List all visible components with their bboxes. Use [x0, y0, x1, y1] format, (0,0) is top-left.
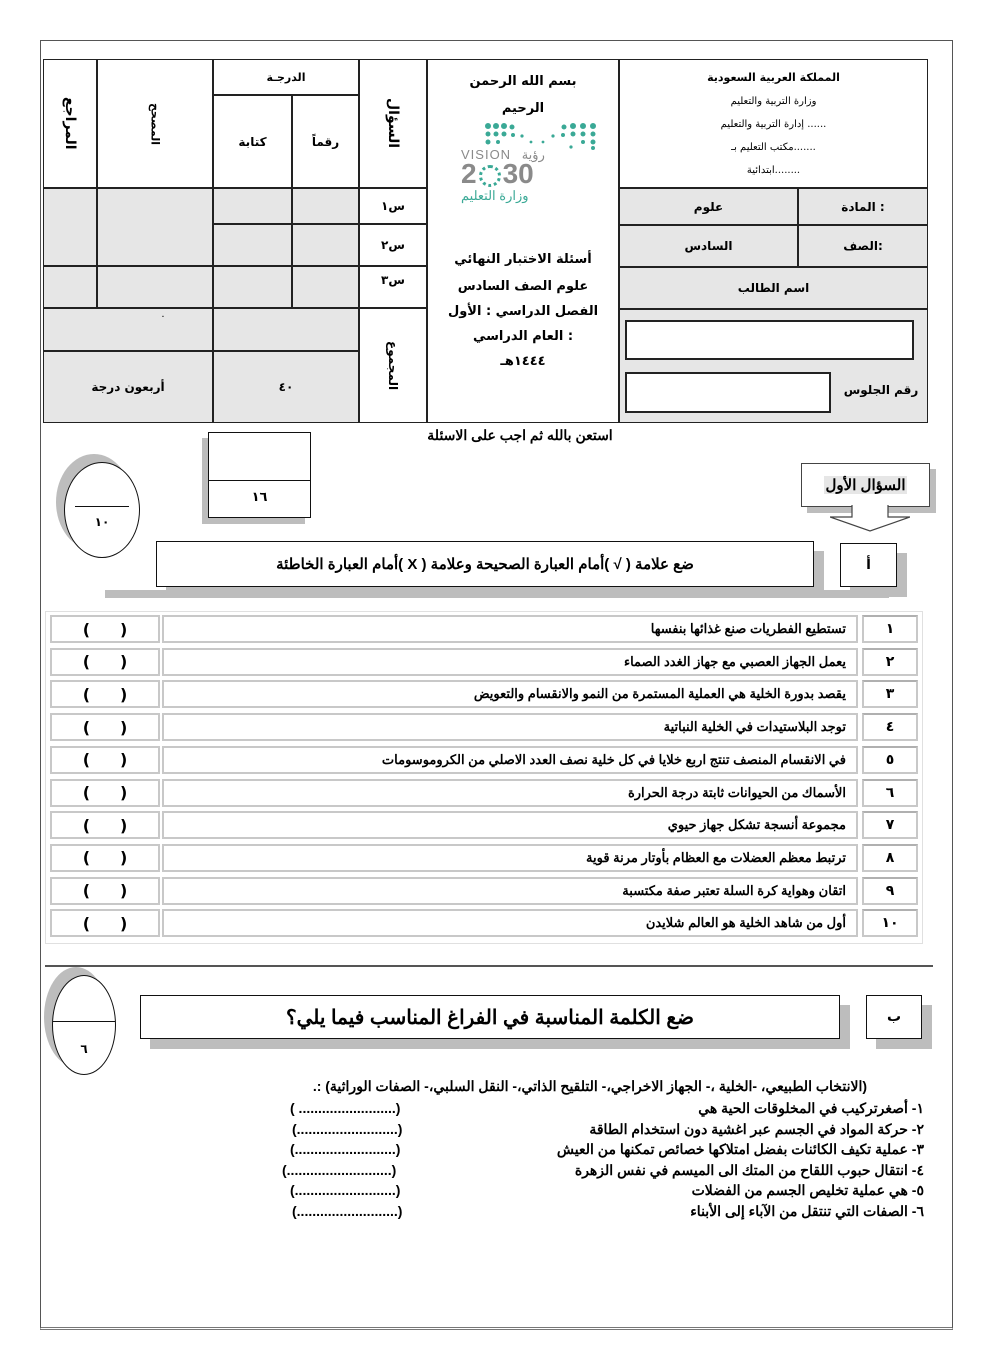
seat-number-field[interactable]	[625, 372, 831, 413]
answer-open-paren: (	[82, 619, 120, 639]
q1-written[interactable]	[213, 188, 292, 224]
q1-part-label: أ	[866, 557, 871, 573]
year-label: العام الدراسي :	[472, 329, 574, 344]
exam-subject: علوم الصف السادس	[457, 279, 589, 294]
q1-score-line	[75, 506, 129, 507]
fill-item	[692, 1182, 924, 1202]
tf-item-number: ٧	[862, 811, 918, 839]
tf-item-statement: ترتبط معظم العضلات مع العظام بأوتار مرنة قوية	[162, 844, 858, 872]
total-written: أربعون درجة	[91, 380, 165, 394]
tf-answer-field[interactable]	[50, 811, 160, 839]
ministry-block	[619, 59, 928, 188]
logo-dots-icon	[443, 120, 603, 150]
tf-item-number: ٣	[862, 680, 918, 708]
fill-item	[557, 1141, 924, 1161]
answer-open-paren: (	[82, 750, 120, 770]
tf-row	[50, 844, 918, 872]
q1-part-label-box	[840, 543, 897, 587]
score-box-top[interactable]	[209, 433, 310, 481]
fill-item-text: الصفات التي تنتقل من الآباء إلى الأبناء	[690, 1202, 908, 1219]
grade-header: الدرجـة	[266, 70, 306, 84]
total-label-cell	[359, 308, 427, 423]
score-box	[208, 432, 311, 518]
tf-item-statement: مجموعة أنسجة تشكل جهاز حيوي	[162, 811, 858, 839]
answer-close-paren: )	[120, 783, 158, 802]
tf-answer-field[interactable]	[50, 615, 160, 643]
total-entry-signatures[interactable]	[43, 308, 213, 351]
total-numeric-cell	[213, 351, 359, 423]
q2-written[interactable]	[213, 224, 292, 266]
q1-score-denominator: ١٠	[94, 515, 110, 529]
tf-item-number: ٨	[862, 844, 918, 872]
q1-q2-reviewer[interactable]	[43, 188, 97, 266]
tf-answer-field[interactable]	[50, 746, 160, 774]
reviewer-header: المراجع	[62, 97, 78, 150]
basmala-line1: بسم الله الرحمن	[469, 74, 577, 89]
office-name: مكتب التعليم بـ.......	[731, 142, 816, 154]
total-label: المجموع	[386, 340, 400, 391]
subject-label: المادة :	[841, 199, 885, 214]
numeric-header-cell	[292, 95, 359, 188]
tf-item-number: ١٠	[862, 909, 918, 937]
tf-item-statement: تستطيع الفطريات صنع غذائها بنفسها	[162, 615, 858, 643]
tf-row	[50, 811, 918, 839]
grade-value: السادس	[684, 239, 733, 253]
answer-open-paren: (	[82, 881, 120, 901]
row-label-q3: س٣	[359, 266, 427, 308]
answer-open-paren: (	[82, 913, 120, 933]
total-written-cell	[43, 351, 213, 423]
q1-numeric[interactable]	[292, 188, 359, 224]
q1b-score-line	[53, 1021, 115, 1022]
fill-item-number: ٥-	[911, 1182, 924, 1198]
tf-answer-field[interactable]	[50, 648, 160, 676]
student-name-label: اسم الطالب	[737, 281, 810, 295]
tf-row	[50, 680, 918, 708]
fill-answer-blank[interactable]: (...........................)	[282, 1161, 397, 1178]
tf-row	[50, 779, 918, 807]
tf-answer-field[interactable]	[50, 779, 160, 807]
tf-item-statement: أول من شاهد الخلية هو العالم شلايدن	[162, 909, 858, 937]
shadow-bar	[105, 590, 889, 598]
logo-2030-text: 2 30	[461, 158, 534, 189]
answer-close-paren: )	[120, 848, 158, 868]
corrector-header-cell	[97, 59, 213, 188]
q1b-part-label: ب	[886, 1009, 902, 1025]
school-name: ابتدائية........	[746, 165, 801, 177]
fill-item	[575, 1162, 924, 1182]
fill-item-number: ٢-	[911, 1120, 924, 1137]
year-value: ١٤٤٤هـ	[500, 354, 546, 369]
directorate-name: إدارة التربية والتعليم ......	[720, 118, 827, 130]
q1b-instruction: ضع الكلمة المناسبة في الفراغ المناسب فيما يلي؟	[286, 1006, 694, 1029]
section-divider	[45, 965, 933, 967]
tf-row	[50, 746, 918, 774]
tf-item-number: ٤	[862, 713, 918, 741]
q1-score-circle	[64, 462, 140, 558]
tf-answer-field[interactable]	[50, 713, 160, 741]
fill-item-text: عملية تكيف الكائنات بفضل امتلاكها خصائص تمكنها من العيش	[556, 1141, 908, 1157]
fill-item-text: أصغرتركيب في المخلوقات الحية هي	[698, 1100, 908, 1116]
answer-open-paren: (	[82, 815, 120, 835]
total-entry-grade[interactable]	[213, 308, 359, 351]
student-name-field[interactable]	[625, 320, 914, 360]
written-header-cell	[213, 95, 292, 188]
numeric-header: رقماً	[311, 134, 340, 149]
tf-row	[50, 615, 918, 643]
fill-item	[589, 1121, 924, 1141]
subject-value-cell	[619, 188, 798, 225]
fill-answer-blank[interactable]: (..........................)	[292, 1202, 403, 1219]
subject-label-cell	[798, 188, 928, 225]
answer-open-paren: (	[82, 783, 120, 802]
q1-title: السؤال الأول	[825, 477, 906, 494]
fill-item-number: ٦-	[911, 1202, 924, 1219]
stray-dot: .	[161, 309, 165, 320]
row-label-q2: س٢	[359, 224, 427, 266]
q1-instruction: ضع علامة ( √ )أمام العبارة الصحيحة وعلامة ( X )أمام العبارة الخاطئة	[276, 556, 694, 573]
tf-answer-field[interactable]	[50, 909, 160, 937]
tf-answer-field[interactable]	[50, 877, 160, 905]
tf-item-statement: اتقان وهواية كرة السلة تعتبر صفة مكتسبة	[162, 877, 858, 905]
tf-row	[50, 648, 918, 676]
grade-label: الصف:	[843, 239, 883, 253]
answer-close-paren: )	[120, 881, 158, 901]
answer-close-paren: )	[120, 913, 158, 933]
logo-vision-text: VISION رؤية	[461, 147, 545, 162]
fill-item-number: ١-	[911, 1100, 924, 1116]
seat-number-label: رقم الجلوس	[843, 383, 919, 397]
q3-corrector[interactable]	[97, 266, 213, 308]
q2-numeric[interactable]	[292, 224, 359, 266]
question-header-cell	[359, 59, 427, 188]
question-header: السؤال	[385, 98, 401, 149]
kingdom-name: المملكة العربية السعودية	[707, 70, 840, 84]
q1-instruction-box	[156, 541, 814, 587]
fill-item-number: ٣-	[911, 1141, 924, 1157]
q3-written[interactable]	[213, 266, 292, 308]
word-bank: (الانتخاب الطبيعي، -الخلية ،- الجهاز الاخراجي،- التلقيح الذاتي،- النقل السلبي،- الصفات الوراثية) :.	[312, 1078, 867, 1094]
tf-item-number: ٦	[862, 779, 918, 807]
answer-open-paren: (	[82, 652, 120, 672]
grade-header-cell	[213, 59, 359, 95]
basmala-line2: الرحيم	[501, 101, 545, 116]
exam-title: أسئلة الاختبار النهائي	[454, 252, 592, 267]
fill-answer-blank[interactable]: (..........................)	[290, 1141, 401, 1157]
total-numeric: ٤٠	[278, 380, 294, 394]
fill-item	[690, 1203, 924, 1223]
grade-value-cell	[619, 225, 798, 267]
q1-title-callout	[801, 463, 930, 507]
fill-item-number: ٤-	[911, 1161, 924, 1178]
q1-q2-corrector[interactable]	[97, 188, 213, 266]
tf-row	[50, 713, 918, 741]
tf-answer-field[interactable]	[50, 844, 160, 872]
instruction: استعن بالله ثم اجب على الاسئلة	[427, 427, 613, 443]
tf-item-statement: الأسماك من الحيوانات ثابتة درجة الحرارة	[162, 779, 858, 807]
written-header: كتابة	[238, 134, 267, 149]
fill-answer-blank[interactable]: ( .........................)	[290, 1100, 401, 1116]
answer-close-paren: )	[120, 684, 158, 704]
logo-ministry-text: وزارة التعليم	[461, 188, 529, 203]
corrector-header: المصحح	[148, 102, 162, 145]
fill-item-text: حركة المواد في الجسم عبر اغشية دون استخدام الطاقة	[589, 1120, 908, 1137]
center-block	[427, 59, 619, 423]
answer-close-paren: )	[120, 750, 158, 770]
tf-row	[50, 877, 918, 905]
semester: الفصل الدراسي : الأول	[447, 304, 599, 319]
logo-emblem-icon	[479, 165, 501, 187]
tf-item-statement: توجد البلاستيدات في الخلية النباتية	[162, 713, 858, 741]
q1b-score-denominator: ٦	[80, 1042, 88, 1056]
tf-answer-field[interactable]	[50, 680, 160, 708]
tf-item-number: ٥	[862, 746, 918, 774]
answer-close-paren: )	[120, 717, 158, 737]
answer-close-paren: )	[120, 619, 158, 639]
answer-open-paren: (	[82, 684, 120, 704]
student-name-label-cell	[619, 267, 928, 309]
answer-open-paren: (	[82, 848, 120, 868]
score-box-total: ١٦	[251, 490, 268, 505]
reviewer-header-cell	[43, 59, 97, 188]
q3-numeric[interactable]	[292, 266, 359, 308]
fill-item-text: انتقال حبوب اللقاح من المتك الى الميسم في نفس الزهرة	[574, 1161, 908, 1178]
grade-label-cell	[798, 225, 928, 267]
tf-item-statement: يقصد بدورة الخلية هي العملية المستمرة من النمو والانقسام والتعويض	[162, 680, 858, 708]
q3-reviewer[interactable]	[43, 266, 97, 308]
fill-item-text: هي عملية تخليص الجسم من الفضلات	[691, 1182, 908, 1198]
q1b-instruction-box	[140, 995, 840, 1039]
tf-item-number: ١	[862, 615, 918, 643]
fill-item	[698, 1100, 924, 1120]
tf-item-number: ٢	[862, 648, 918, 676]
ministry-name: وزارة التربية والتعليم	[730, 95, 817, 107]
fill-answer-blank[interactable]: (..........................)	[290, 1182, 401, 1198]
tf-item-statement: في الانقسام المنصف تنتج اربع خلايا في كل خلية نصف العدد الاصلي من الكروموسومات	[162, 746, 858, 774]
fill-answer-blank[interactable]: (..........................)	[292, 1120, 403, 1137]
row-label-q1: س١	[359, 188, 427, 224]
tf-item-number: ٩	[862, 877, 918, 905]
answer-close-paren: )	[120, 652, 158, 672]
answer-close-paren: )	[120, 815, 158, 835]
vision-2030-logo	[443, 120, 603, 202]
q1b-part-label-box	[866, 995, 922, 1039]
tf-row	[50, 909, 918, 937]
subject-value: علوم	[693, 199, 724, 214]
arrow-down-icon	[830, 505, 910, 533]
answer-open-paren: (	[82, 717, 120, 737]
tf-item-statement: يعمل الجهاز العصبي مع جهاز الغدد الصماء	[162, 648, 858, 676]
q1b-score-circle	[52, 975, 116, 1075]
